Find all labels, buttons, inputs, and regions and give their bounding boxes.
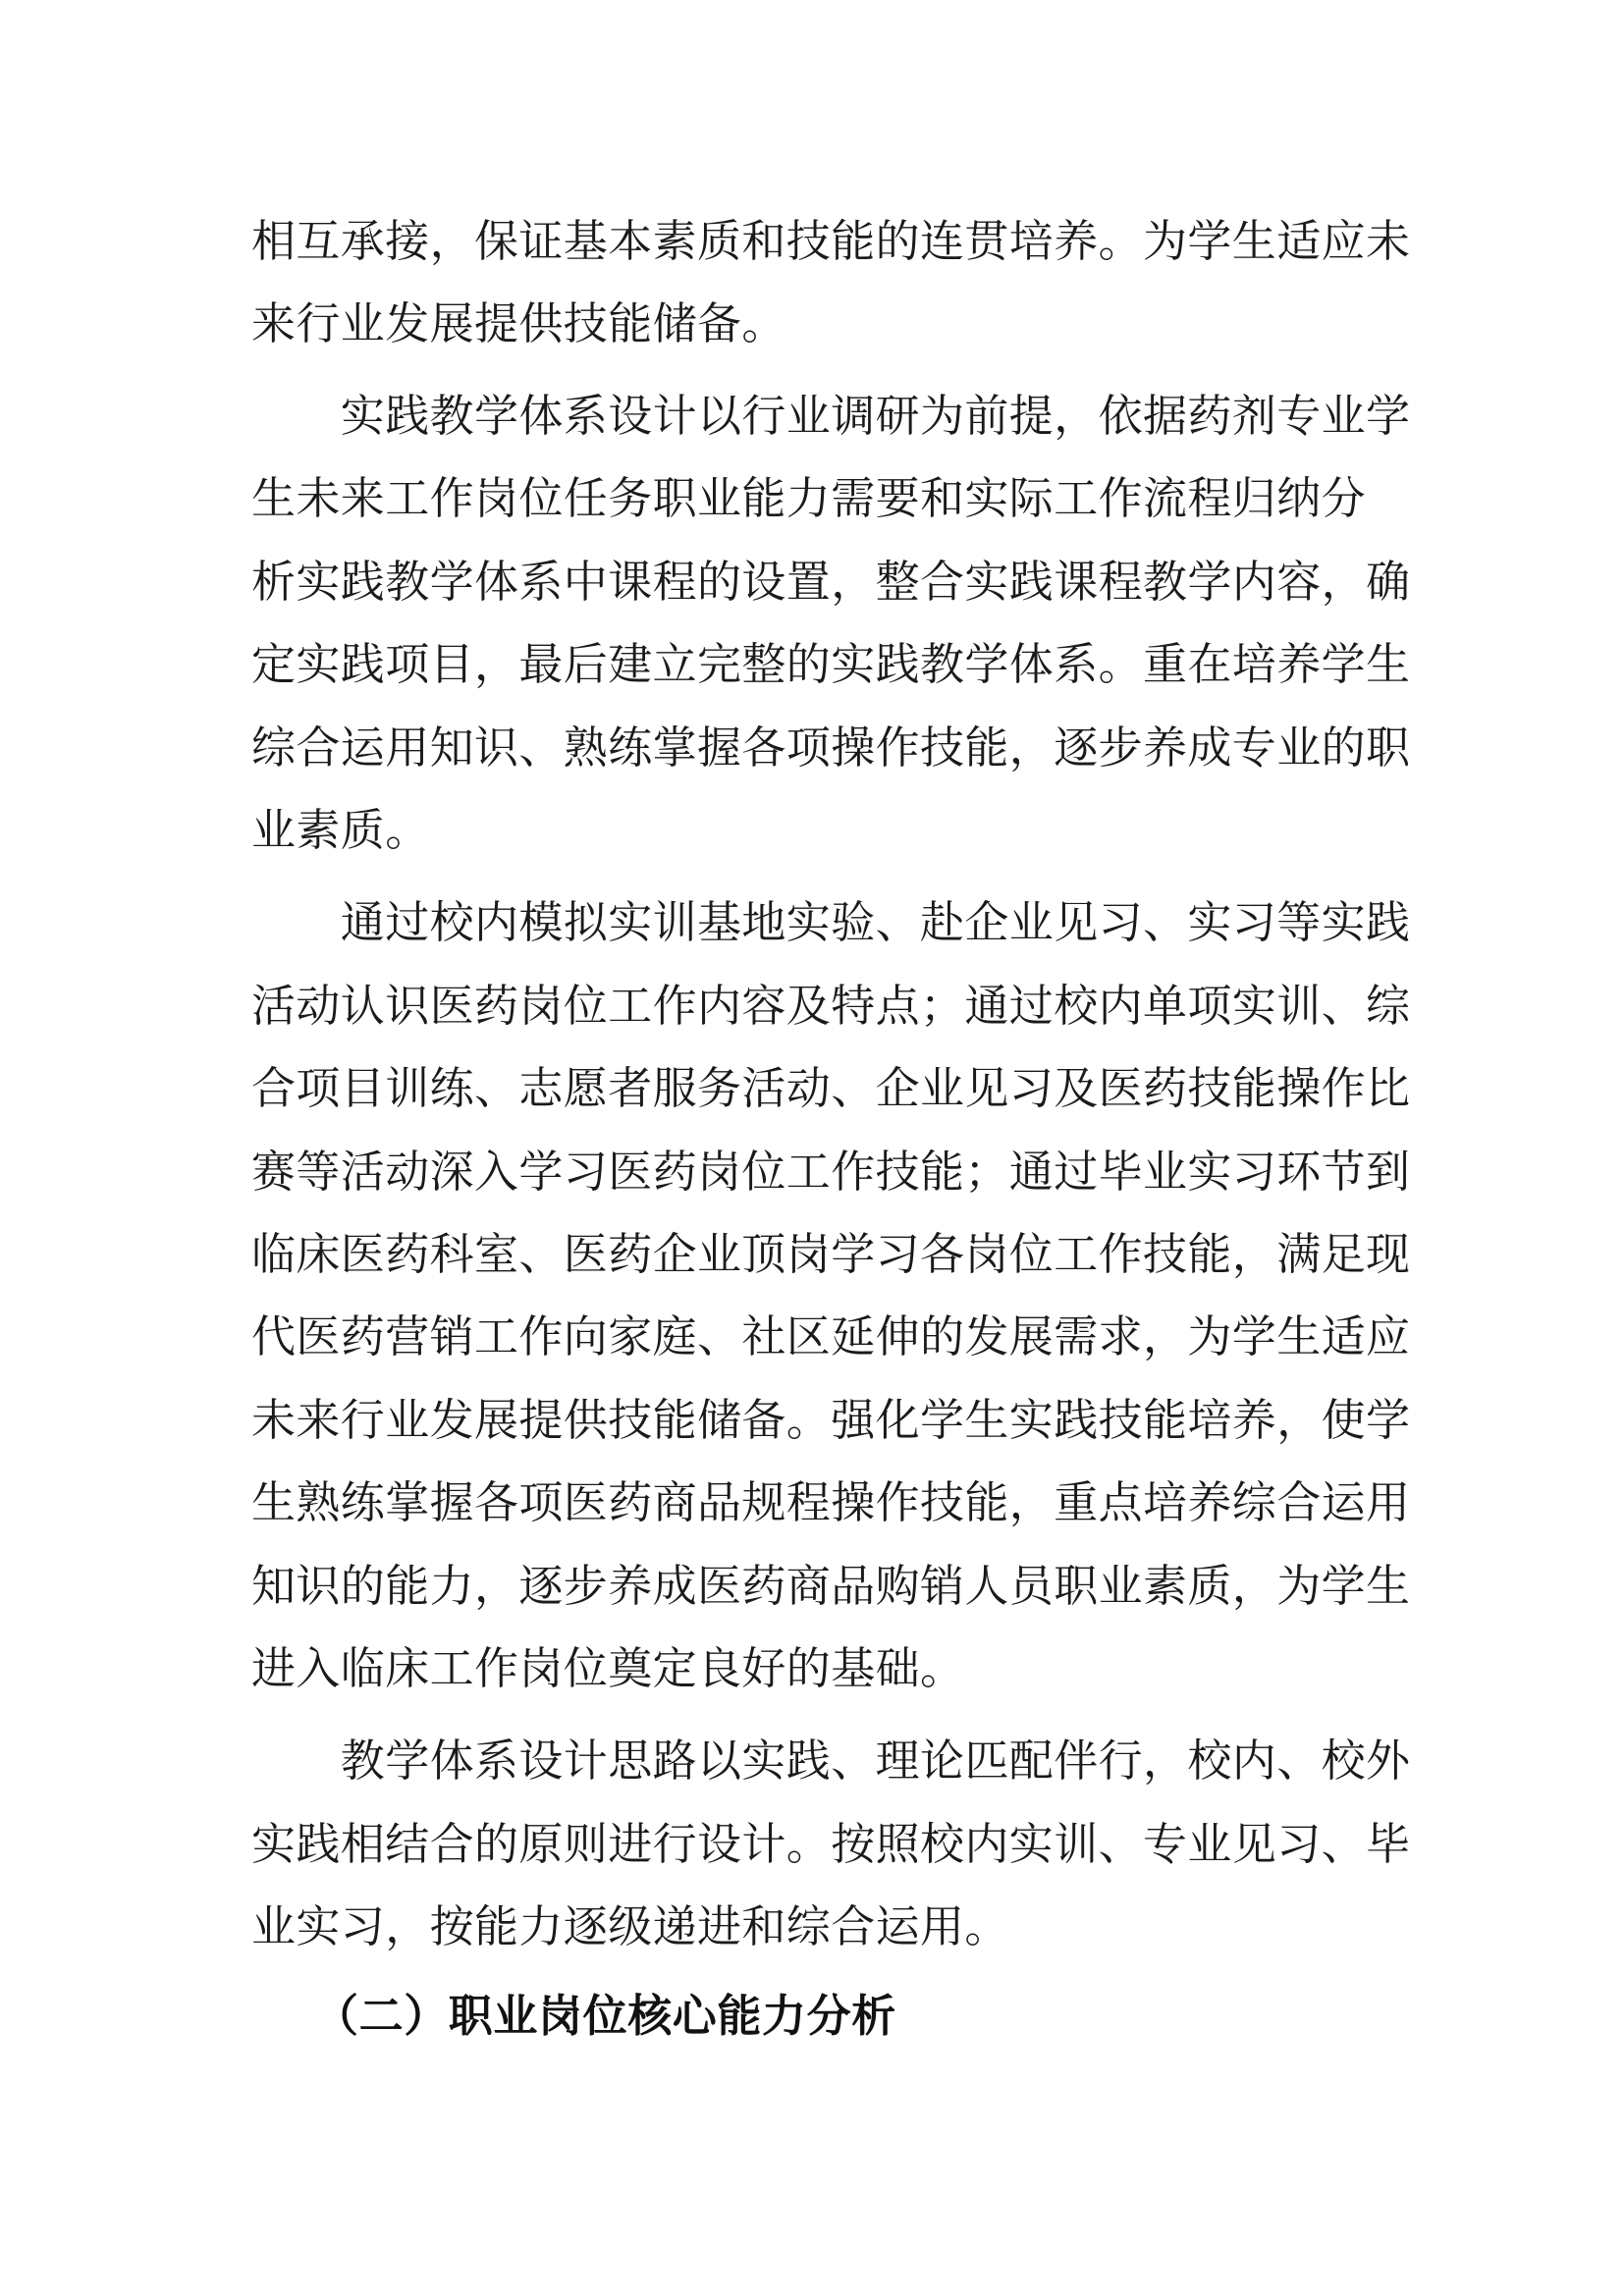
text-line: 合项目训练、志愿者服务活动、企业见习及医药技能操作比 — [251, 1062, 1411, 1114]
text-line: 综合运用知识、熟练掌握各项操作技能，逐步养成专业的职 — [251, 721, 1411, 774]
text-line: 实践相结合的原则进行设计。按照校内实训、专业见习、毕 — [251, 1818, 1411, 1870]
section-heading: （二）职业岗位核心能力分析 — [314, 1990, 896, 2042]
text-line: 相互承接，保证基本素质和技能的连贯培养。为学生适应未 — [251, 215, 1411, 267]
text-line: 业素质。 — [251, 804, 430, 856]
text-line: 析实践教学体系中课程的设置，整合实践课程教学内容，确 — [251, 556, 1411, 608]
text-line: 未来行业发展提供技能储备。强化学生实践技能培养，使学 — [251, 1394, 1411, 1446]
text-line: 代医药营销工作向家庭、社区延伸的发展需求，为学生适应 — [251, 1310, 1411, 1362]
text-line: 赛等活动深入学习医药岗位工作技能；通过毕业实习环节到 — [251, 1146, 1411, 1198]
text-line: 知识的能力，逐步养成医药商品购销人员职业素质，为学生 — [251, 1560, 1411, 1612]
text-line: 通过校内模拟实训基地实验、赴企业见习、实习等实践 — [251, 896, 1411, 948]
text-line: 业实习，按能力逐级递进和综合运用。 — [251, 1900, 1009, 1952]
text-line: 来行业发展提供技能储备。 — [251, 297, 786, 349]
text-line: 生未来工作岗位任务职业能力需要和实际工作流程归纳分 — [251, 472, 1367, 524]
text-line: 教学体系设计思路以实践、理论匹配伴行，校内、校外 — [251, 1735, 1411, 1787]
text-line: 实践教学体系设计以行业调研为前提，依据药剂专业学 — [251, 390, 1411, 442]
text-line: 生熟练掌握各项医药商品规程操作技能，重点培养综合运用 — [251, 1476, 1411, 1528]
text-line: 活动认识医药岗位工作内容及特点；通过校内单项实训、综 — [251, 980, 1411, 1032]
text-line: 进入临床工作岗位奠定良好的基础。 — [251, 1642, 965, 1694]
text-line: 临床医药科室、医药企业顶岗学习各岗位工作技能，满足现 — [251, 1228, 1411, 1280]
text-line: 定实践项目，最后建立完整的实践教学体系。重在培养学生 — [251, 638, 1411, 690]
